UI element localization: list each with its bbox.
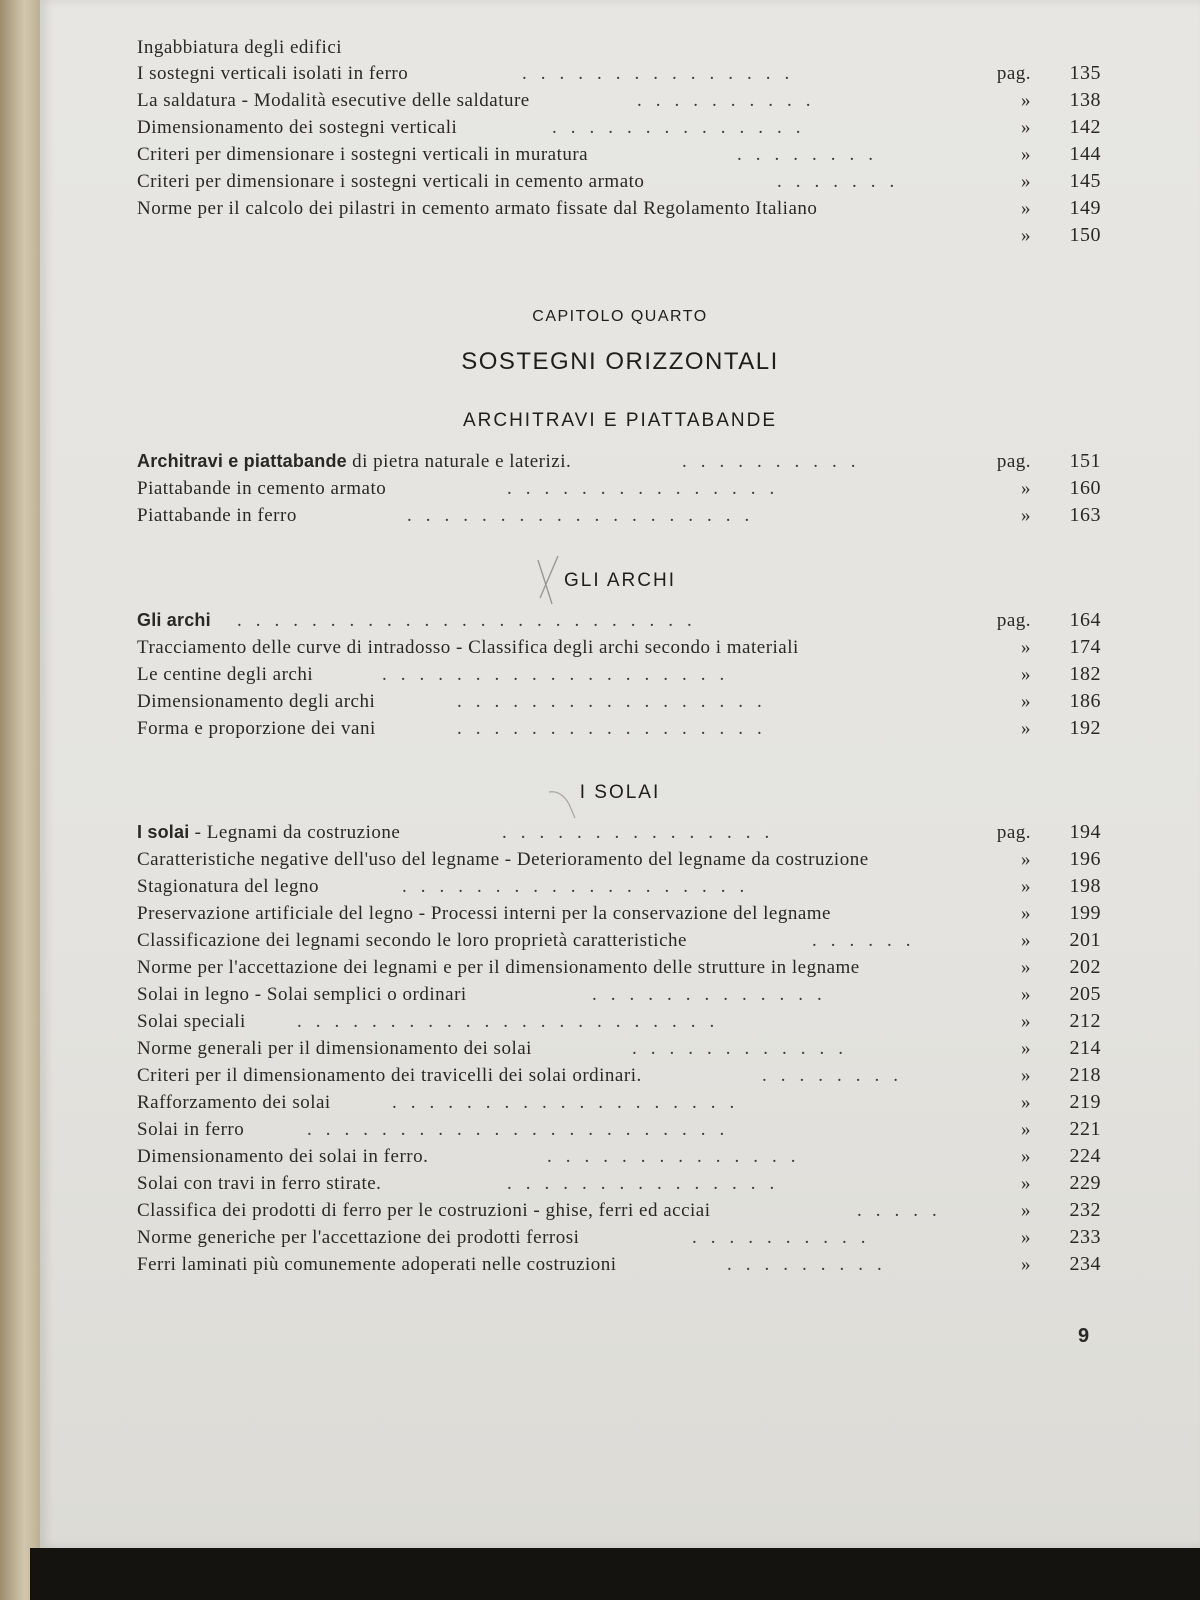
- toc-title: Criteri per dimensionare i sostegni verticali in cemento armato: [137, 171, 645, 192]
- section-heading: I SOLAI: [579, 782, 661, 803]
- toc-ref: »: [1021, 144, 1031, 165]
- toc-title: Norme generiche per l'accettazione dei prodotti ferrosi: [137, 1227, 580, 1248]
- toc-title: Solai speciali: [137, 1011, 246, 1032]
- toc-leader-dots: ...............: [502, 822, 784, 843]
- toc-entry: [137, 168, 1101, 195]
- toc-title: Solai in legno - Solai semplici o ordinari: [137, 984, 467, 1005]
- toc-leader-dots: ..............: [552, 117, 815, 138]
- toc-leader-dots: .....: [857, 1200, 951, 1221]
- toc-page: 234: [1069, 1253, 1101, 1275]
- toc-entry: [137, 1224, 1101, 1251]
- toc-ref: »: [1021, 1146, 1031, 1167]
- toc-ref: »: [1021, 225, 1031, 246]
- toc-page: 221: [1069, 1118, 1101, 1140]
- toc-leader-dots: ............: [632, 1038, 857, 1059]
- toc-leader-dots: .........: [727, 1254, 896, 1275]
- toc-entry: [137, 1251, 1101, 1278]
- toc-entry: [137, 34, 1101, 61]
- toc-title: Criteri per dimensionare i sostegni verticali in muratura: [137, 144, 589, 165]
- toc-title: [137, 819, 400, 846]
- toc-title: Forma e proporzione dei vani: [137, 718, 376, 739]
- toc-leader-dots: ..............: [547, 1146, 810, 1167]
- toc-entry: [137, 448, 1101, 475]
- toc-entry: [137, 1197, 1101, 1224]
- toc-page: 145: [1069, 170, 1101, 192]
- toc-entry: [137, 87, 1101, 114]
- toc-page: 196: [1069, 848, 1101, 870]
- toc-title: [137, 607, 211, 634]
- toc-entry: [137, 1089, 1101, 1116]
- toc-page: 205: [1069, 983, 1101, 1005]
- toc-title: Solai con travi in ferro stirate.: [137, 1173, 382, 1194]
- toc-title: Ingabbiatura degli edifici: [137, 37, 343, 58]
- toc-title: Rafforzamento dei solai: [137, 1092, 331, 1113]
- chapter-title: SOSTEGNI ORIZZONTALI: [461, 348, 779, 375]
- toc-leader-dots: ...............: [507, 1173, 789, 1194]
- toc-entry: [137, 222, 1101, 249]
- toc-entry: [137, 873, 1101, 900]
- toc-entry: [137, 607, 1101, 634]
- toc-leader-dots: .......................: [307, 1119, 739, 1140]
- toc-page: 144: [1069, 143, 1101, 165]
- toc-leader-dots: .......................: [297, 1011, 729, 1032]
- section-heading: GLI ARCHI: [564, 570, 676, 591]
- toc-title: Classificazione dei legnami secondo le loro proprietà caratteristiche: [137, 930, 687, 951]
- toc-entry: [137, 1035, 1101, 1062]
- toc-leader-dots: ...............: [507, 478, 789, 499]
- toc-leader-dots: .................: [457, 718, 776, 739]
- pencil-mark-icon: [545, 786, 585, 826]
- toc-title: Classifica dei prodotti di ferro per le costruzioni - ghise, ferri ed acciai: [137, 1200, 711, 1221]
- toc-title-rest: - Legnami da costruzione: [189, 822, 401, 843]
- toc-title: Norme generali per il dimensionamento dei solai: [137, 1038, 532, 1059]
- toc-entry: [137, 1116, 1101, 1143]
- toc-entry: [137, 1143, 1101, 1170]
- toc-page: 201: [1069, 929, 1101, 951]
- book-spine: [0, 0, 44, 1600]
- toc-entry: [137, 927, 1101, 954]
- toc-leader-dots: ........: [762, 1065, 912, 1086]
- toc-entry: [137, 900, 1101, 927]
- toc-leader-dots: .............: [592, 984, 836, 1005]
- toc-page: 233: [1069, 1226, 1101, 1248]
- page-number: 9: [1078, 1325, 1090, 1347]
- toc-leader-dots: ...............: [522, 63, 804, 84]
- section-heading: ARCHITRAVI E PIATTABANDE: [462, 410, 778, 431]
- toc-leader-dots: ...................: [382, 664, 739, 685]
- toc-page: 135: [1069, 62, 1101, 84]
- toc-leader-dots: .......: [777, 171, 909, 192]
- toc-ref: »: [1021, 1173, 1031, 1194]
- toc-title: Piattabande in cemento armato: [137, 478, 387, 499]
- toc-title: Tracciamento delle curve di intradosso - Classifica degli archi secondo i materiali: [137, 637, 799, 658]
- toc-ref: »: [1021, 1065, 1031, 1086]
- toc-title: Stagionatura del legno: [137, 876, 319, 897]
- toc-ref: »: [1021, 637, 1031, 658]
- toc-title: Norme per l'accettazione dei legnami e per il dimensionamento delle strutture in legname: [137, 957, 860, 978]
- toc-ref: »: [1021, 1092, 1031, 1113]
- toc-ref: »: [1021, 930, 1031, 951]
- toc-leader-dots: ...................: [392, 1092, 749, 1113]
- toc-ref: »: [1021, 664, 1031, 685]
- toc-page: 224: [1069, 1145, 1101, 1167]
- toc-ref: »: [1021, 1038, 1031, 1059]
- toc-title: Criteri per il dimensionamento dei travicelli dei solai ordinari.: [137, 1065, 642, 1086]
- toc-ref: »: [1021, 198, 1031, 219]
- toc-entry: [137, 819, 1101, 846]
- toc-page: 164: [1069, 609, 1101, 631]
- toc-leader-dots: ...................: [407, 505, 764, 526]
- toc-page: 199: [1069, 902, 1101, 924]
- toc-entry: [137, 688, 1101, 715]
- toc-ref: »: [1021, 1254, 1031, 1275]
- toc-title: I sostegni verticali isolati in ferro: [137, 63, 409, 84]
- toc-entry: [137, 141, 1101, 168]
- toc-entry: [137, 475, 1101, 502]
- toc-leader-dots: .................: [457, 691, 776, 712]
- toc-page: 186: [1069, 690, 1101, 712]
- toc-page: 142: [1069, 116, 1101, 138]
- toc-title: Piattabande in ferro: [137, 505, 297, 526]
- toc-page: 194: [1069, 821, 1101, 843]
- toc-title: Dimensionamento degli archi: [137, 691, 376, 712]
- toc-ref: »: [1021, 1011, 1031, 1032]
- toc-ref: »: [1021, 117, 1031, 138]
- toc-ref: »: [1021, 903, 1031, 924]
- toc-leader-dots: ..........: [692, 1227, 880, 1248]
- toc-entry: [137, 502, 1101, 529]
- toc-ref: pag.: [996, 451, 1031, 472]
- toc-title: Le centine degli archi: [137, 664, 314, 685]
- toc-ref: »: [1021, 505, 1031, 526]
- toc-ref: pag.: [996, 822, 1031, 843]
- toc-leader-dots: ......: [812, 930, 925, 951]
- toc-entry: [137, 1008, 1101, 1035]
- toc-entry: [137, 634, 1101, 661]
- toc-ref: »: [1021, 876, 1031, 897]
- toc-entry: [137, 846, 1101, 873]
- toc-page: 214: [1069, 1037, 1101, 1059]
- toc-entry: [137, 195, 1101, 222]
- toc-page: 202: [1069, 956, 1101, 978]
- toc-page: 218: [1069, 1064, 1101, 1086]
- toc-leader-dots: .........................: [237, 610, 706, 631]
- page-bottom-shadow: [30, 1548, 1200, 1600]
- toc-page: 151: [1069, 450, 1101, 472]
- toc-page: 229: [1069, 1172, 1101, 1194]
- toc-ref: »: [1021, 984, 1031, 1005]
- toc-ref: »: [1021, 718, 1031, 739]
- toc-page: 219: [1069, 1091, 1101, 1113]
- toc-page: 232: [1069, 1199, 1101, 1221]
- toc-page: 160: [1069, 477, 1101, 499]
- pencil-mark-icon: [532, 552, 572, 612]
- toc-title: Dimensionamento dei solai in ferro.: [137, 1146, 429, 1167]
- toc-title: La saldatura - Modalità esecutive delle saldature: [137, 90, 530, 111]
- toc-page: 149: [1069, 197, 1101, 219]
- toc-leader-dots: ..........: [637, 90, 825, 111]
- toc-page: 212: [1069, 1010, 1101, 1032]
- toc-page: 182: [1069, 663, 1101, 685]
- toc-page: 150: [1069, 224, 1101, 246]
- toc-ref: pag.: [996, 610, 1031, 631]
- toc-entry: [137, 954, 1101, 981]
- toc-entry: [137, 1170, 1101, 1197]
- toc-title: Ferri laminati più comunemente adoperati nelle costruzioni: [137, 1254, 617, 1275]
- toc-entry: [137, 981, 1101, 1008]
- toc-ref: »: [1021, 478, 1031, 499]
- toc-entry: [137, 114, 1101, 141]
- toc-page: 163: [1069, 504, 1101, 526]
- toc-title: Caratteristiche negative dell'uso del legname - Deterioramento del legname da costruzione: [137, 849, 869, 870]
- toc-ref: »: [1021, 1119, 1031, 1140]
- toc-ref: »: [1021, 1227, 1031, 1248]
- toc-lead: I solai: [137, 822, 190, 842]
- toc-page: 174: [1069, 636, 1101, 658]
- toc-leader-dots: ...................: [402, 876, 759, 897]
- toc-leader-dots: ........: [737, 144, 887, 165]
- chapter-label: CAPITOLO QUARTO: [532, 308, 708, 325]
- toc-title: Solai in ferro: [137, 1119, 245, 1140]
- toc-entry: [137, 60, 1101, 87]
- toc-ref: »: [1021, 691, 1031, 712]
- toc-ref: »: [1021, 1200, 1031, 1221]
- toc-ref: pag.: [996, 63, 1031, 84]
- toc-title: [137, 448, 571, 475]
- toc-ref: »: [1021, 90, 1031, 111]
- toc-page: 198: [1069, 875, 1101, 897]
- toc-entry: [137, 1062, 1101, 1089]
- toc-page: 138: [1069, 89, 1101, 111]
- toc-title: Preservazione artificiale del legno - Processi interni per la conservazione del legname: [137, 903, 831, 924]
- toc-page: 192: [1069, 717, 1101, 739]
- toc-title-rest: di pietra naturale e laterizi.: [346, 451, 572, 472]
- toc-leader-dots: ..........: [682, 451, 870, 472]
- toc-ref: »: [1021, 849, 1031, 870]
- toc-title: Norme per il calcolo dei pilastri in cemento armato fissate dal Regolamento Italiano: [137, 198, 818, 219]
- toc-ref: »: [1021, 957, 1031, 978]
- toc-lead: Architravi e piattabande: [137, 451, 347, 471]
- toc-ref: »: [1021, 171, 1031, 192]
- toc-entry: [137, 661, 1101, 688]
- toc-title: Dimensionamento dei sostegni verticali: [137, 117, 458, 138]
- toc-entry: [137, 715, 1101, 742]
- toc-lead: Gli archi: [137, 610, 211, 630]
